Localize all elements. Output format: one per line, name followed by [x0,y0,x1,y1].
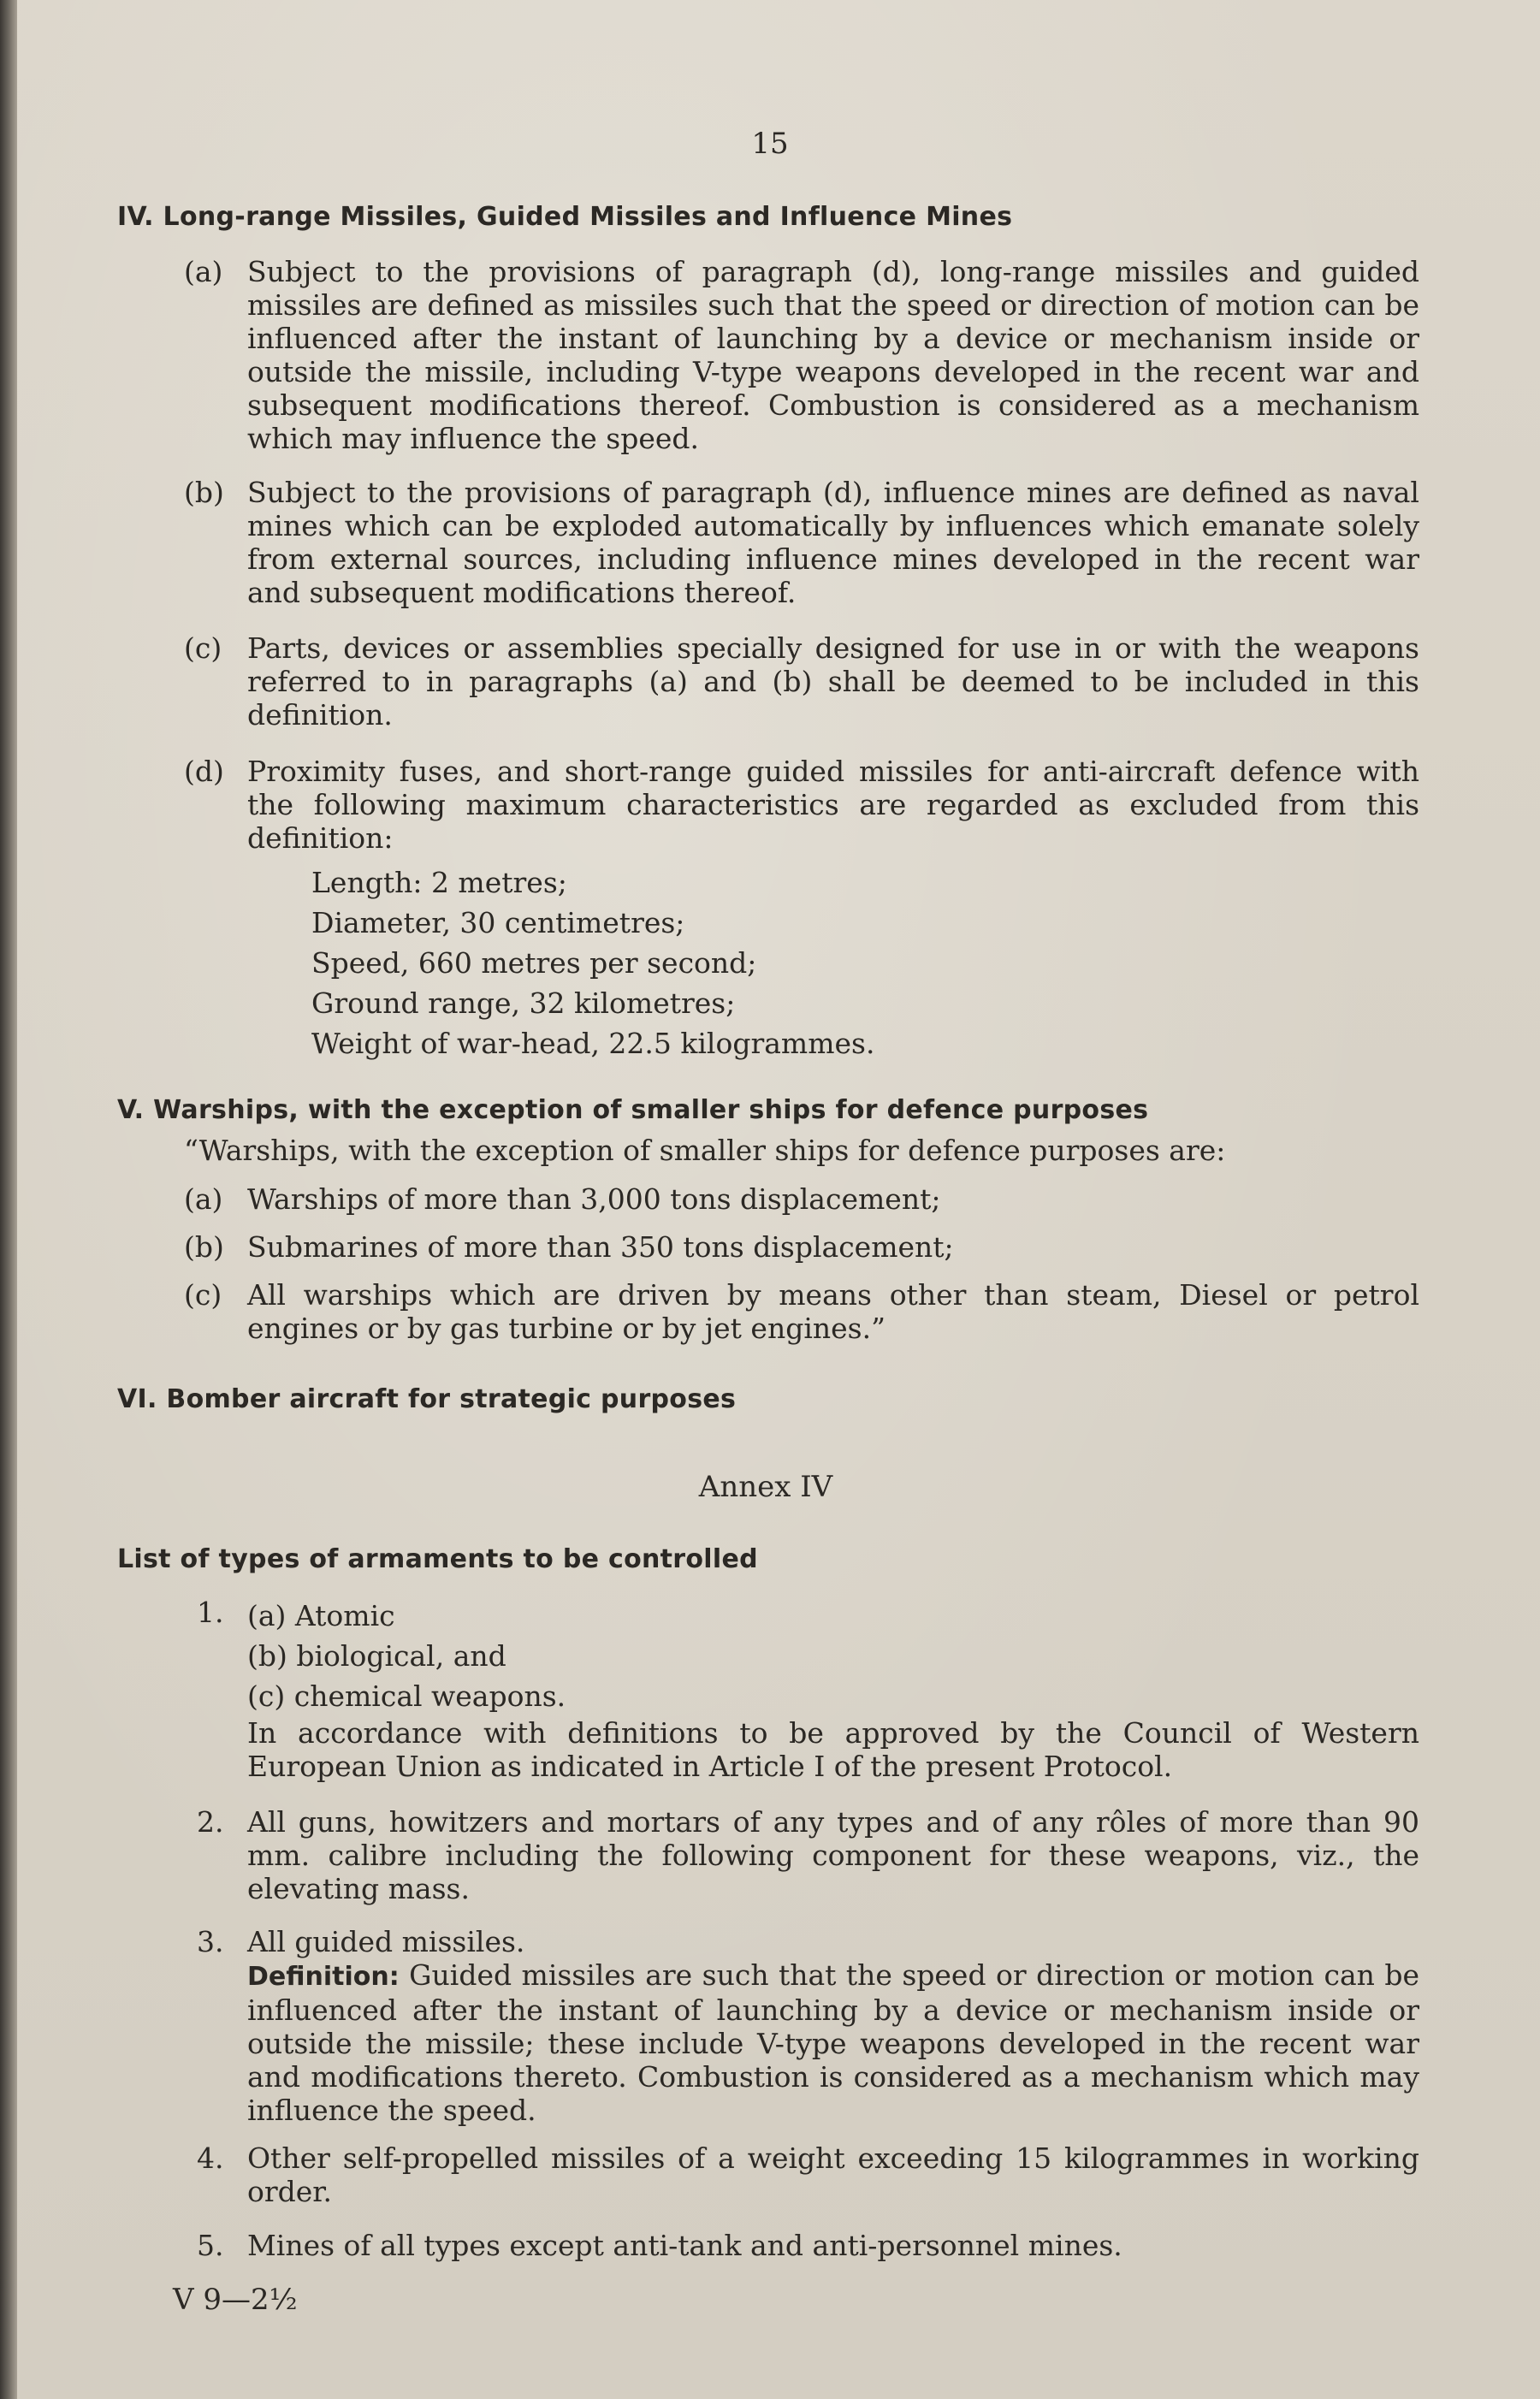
annex-list-heading: List of types of armaments to be controlled [117,1544,758,1574]
characteristic-speed: Speed, 660 metres per second; [311,946,757,980]
item-label: (b) [184,1230,224,1264]
item-label: (c) [184,1278,222,1312]
printer-signature: V 9—2½ [173,2283,298,2317]
paragraph-label: (a) [184,255,223,288]
characteristic-diameter: Diameter, 30 centimetres; [311,906,685,939]
warship-item-b [184,1230,954,1264]
characteristic-warhead: Weight of war-head, 22.5 kilogrammes. [311,1027,875,1060]
characteristic-range: Ground range, 32 kilometres; [311,986,736,1020]
paragraph-iv-b [184,476,1419,609]
characteristic-length: Length: 2 metres; [311,866,567,899]
characteristics-list [311,862,874,1063]
paragraph-iv-a [184,255,1419,455]
annex-item-4-text: Other self-propelled missiles of a weight exceeding 15 kilogrammes in working order. [247,2141,1419,2208]
note-text: In accordance with definitions to be approved by the Council of Western European Union as indicated in Article I of the present Protocol. [247,1716,1419,1783]
section-iv-heading: IV. Long-range Missiles, Guided Missiles and Influence Mines [117,202,1013,232]
paragraph-text: Subject to the provisions of paragraph (d), influence mines are defined as naval mines which can be exploded automatically by influences which emanate solely from external sources, including influence mines developed in the recent war and subsequent modifications thereof. [247,476,1419,609]
paragraph-label: (b) [184,476,224,509]
atomic-line: (a) Atomic [247,1599,395,1632]
section-v-heading: V. Warships, with the exception of smaller ships for defence purposes [117,1095,1149,1125]
annex-item-4-number: 4. [197,2141,224,2175]
paragraph-text: Subject to the provisions of paragraph (d), long-range missiles and guided missiles are defined as missiles such that the speed or direction of motion can be influenced after the instant of launching by a device or mechanism inside or outside the missile, including V-type weapons developed in the recent war and subsequent modifications thereof. Combustion is considered as a mechanism which may influence the speed. [247,255,1419,455]
annex-item-5-number: 5. [197,2229,224,2262]
section-vi-heading: VI. Bomber aircraft for strategic purposes [117,1384,737,1414]
annex-item-2-number: 2. [197,1805,224,1839]
warship-item-a [184,1182,940,1216]
annex-item-3-number: 3. [197,1925,224,1958]
binding-edge [0,0,17,2399]
paragraph-iv-d [184,755,1419,855]
warship-item-c [184,1278,1419,1345]
annex-item-3-text: All guided missiles. [247,1925,525,1958]
paragraph-label: (c) [184,631,222,665]
item-text: Warships of more than 3,000 tons displacement; [247,1182,941,1216]
item-text: Submarines of more than 350 tons displacement; [247,1230,954,1264]
paragraph-label: (d) [184,755,224,788]
paragraph-text: Proximity fuses, and short-range guided missiles for anti-aircraft defence with the following maximum characteristics are regarded as excluded from this definition: [247,755,1419,855]
item-label: (a) [184,1182,223,1216]
paragraph-iv-c [184,631,1419,732]
annex-item-1-note [247,1716,1419,1783]
section-v-intro: “Warships, with the exception of smaller ships for defence purposes are: [184,1134,1226,1167]
annex-item-2-text: All guns, howitzers and mortars of any types and of any rôles of more than 90 mm. calibre including the following component for these weapons, viz., the elevating mass. [247,1805,1419,1905]
definition-text: Guided missiles are such that the speed or direction or motion can be influenced after the instant of launching by a device or mechanism inside or outside the missile; these include V-type weapons developed in the recent war and modifications thereto. Combustion is considered as a mechanism which may influence the speed. [247,1958,1419,2127]
annex-item-5-text: Mines of all types except anti-tank and anti-personnel mines. [247,2229,1122,2262]
biological-line: (b) biological, and [247,1639,506,1673]
annex-title: Annex IV [698,1470,833,1504]
annex-item-1-lines [247,1596,566,1716]
annex-item-1-number: 1. [197,1596,224,1629]
item-text: All warships which are driven by means other than steam, Diesel or petrol engines or by gas turbine or by jet engines.” [247,1278,1419,1345]
definition-label: Definition: [247,1962,400,1992]
chemical-line: (c) chemical weapons. [247,1679,566,1713]
annex-item-3-definition [247,1958,1419,2127]
paragraph-text: Parts, devices or assemblies specially designed for use in or with the weapons referred to in paragraphs (a) and (b) shall be deemed to be included in this definition. [247,631,1419,732]
page-number: 15 [751,127,789,161]
